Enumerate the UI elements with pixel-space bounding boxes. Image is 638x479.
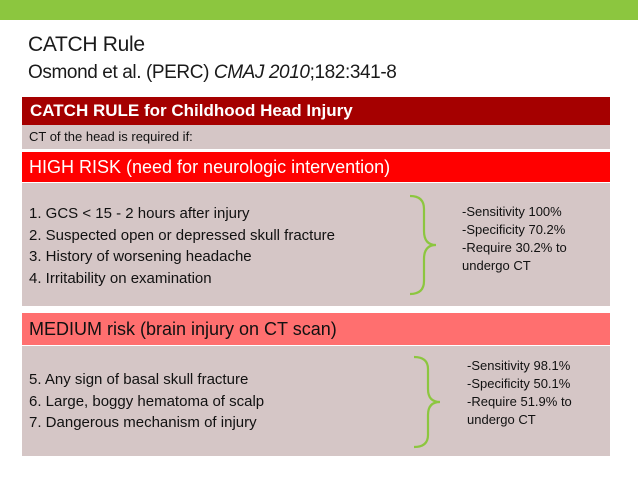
top-accent-bar — [0, 0, 638, 20]
stat-sensitivity: -Sensitivity 98.1% — [467, 358, 571, 373]
stat-require: -Require 30.2% to — [462, 240, 567, 255]
criterion-6: 6. Large, boggy hematoma of scalp — [29, 392, 265, 410]
criterion-4: 4. Irritability on examination — [29, 269, 212, 287]
medium-risk-stats — [467, 357, 572, 429]
slide-citation — [28, 62, 396, 84]
table-subheader: CT of the head is required if: — [22, 125, 610, 149]
medium-risk-label: MEDIUM risk (brain injury on CT scan) — [22, 313, 610, 345]
stat-sensitivity: -Sensitivity 100% — [462, 204, 562, 219]
citation-journal: CMAJ 2010 — [213, 62, 310, 83]
high-risk-label: HIGH RISK (need for neurologic intervention) — [22, 152, 610, 182]
high-risk-block — [22, 183, 610, 306]
stat-undergo: undergo CT — [462, 258, 531, 273]
medium-risk-criteria — [29, 369, 264, 434]
criterion-3: 3. History of worsening headache — [29, 248, 252, 265]
brace-icon — [408, 193, 438, 297]
slide-title: CATCH Rule — [28, 33, 145, 56]
criterion-2: 2. Suspected open or depressed skull fracture — [29, 226, 336, 244]
stat-specificity: -Specificity 50.1% — [467, 376, 571, 391]
citation-suffix: ;182:341-8 — [309, 62, 397, 83]
criterion-7: 7. Dangerous mechanism of injury — [29, 414, 257, 431]
criterion-5: 5. Any sign of basal skull fracture — [29, 371, 249, 388]
medium-risk-block — [22, 346, 610, 456]
criterion-1: 1. GCS < 15 - 2 hours after injury — [29, 205, 250, 222]
stat-specificity: -Specificity 70.2% — [462, 222, 566, 237]
citation-prefix: Osmond et al. (PERC) — [28, 62, 214, 83]
table-header: CATCH RULE for Childhood Head Injury — [22, 97, 610, 125]
high-risk-stats — [462, 203, 567, 275]
brace-icon — [412, 354, 442, 450]
stat-undergo: undergo CT — [467, 412, 536, 427]
stat-require: -Require 51.9% to — [467, 394, 572, 409]
high-risk-criteria — [29, 203, 335, 289]
